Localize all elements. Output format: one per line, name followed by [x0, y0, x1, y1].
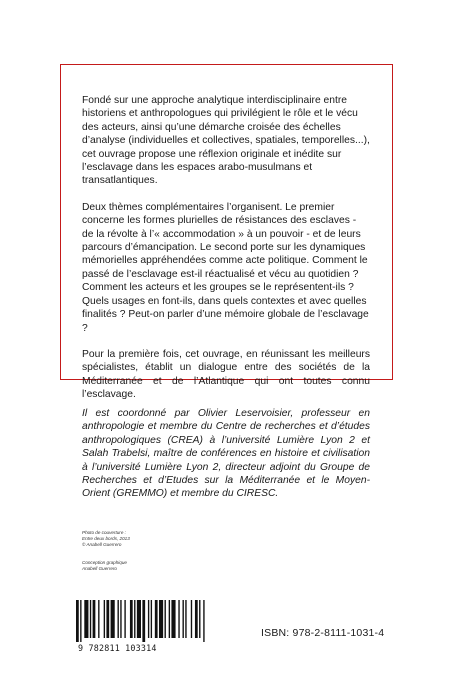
photo-credit-line: © Anabell Guerrero — [82, 542, 122, 547]
barcode-bar — [185, 600, 186, 638]
barcode-bar — [93, 600, 96, 638]
barcode-bar — [182, 600, 183, 638]
barcode-bar — [171, 600, 175, 638]
barcode-icon — [76, 600, 206, 642]
coordination-note: Il est coordonné par Olivier Leservoisier, professeur en anthropologie et membre du Centre de recherches et d’études anthropologiques (CREA) à l’université Lumière Lyon 2 et Salah Trabelsi, maître de conférences en histoire et civilisation à l’université Lumière Lyon 2, directeur adjoint du Groupe de Recherches et d’Etudes sur la Méditerranée et le Moyen-Orient (GREMMO) et membre du CIRESC. — [82, 408, 370, 500]
photo-credit — [82, 530, 232, 548]
barcode-bar — [90, 600, 91, 638]
barcode-bar — [80, 600, 81, 642]
barcode-bar — [124, 600, 125, 638]
barcode-bar — [191, 600, 192, 638]
barcode-bar — [178, 600, 179, 638]
barcode-bar — [199, 600, 200, 638]
barcode-bar — [137, 600, 141, 638]
summary-text — [82, 94, 370, 415]
barcode-bar — [84, 600, 88, 638]
photo-credit-line: Photo de couverture : — [82, 530, 126, 535]
summary-paragraph-1: Fondé sur une approche analytique interdisciplinaire entre historiens et anthropologues qui privilégient le rôle et le vécu des acteurs, ainsi qu’une démarche croisée des échelles d’analyse (individuelles et collectives, spatiales, temporelles...), cet ouvrage propose une réflexion originale et inédite sur l’esclavage dans les espaces arabo-musulmans et transatlantiques. — [82, 95, 370, 187]
summary-paragraph-2: Deux thèmes complémentaires l’organisent. Le premier concerne les formes plurielles de résistances des esclaves - de la révolte à l’« accommodation » à un pouvoir - et de leurs parcours d’émancipation. Le second porte sur les dynamiques mémorielles appréhendées comme acte politique. Comment le passé de l’esclavage est-il réactualisé et vécu au quotidien ? Comment les acteurs et les groupes se le représentent-ils ? Quels usages en font-ils, dans quels contextes et avec quelles finalités ? Peut-on parler d’une mémoire globale de l’esclavage ? — [82, 201, 369, 334]
barcode-digits: 9 782811 103314 — [78, 643, 157, 653]
barcode-bar — [203, 600, 204, 642]
barcode-bar — [169, 600, 170, 638]
design-credit-line: Conception graphique — [82, 560, 127, 565]
summary-paragraph-3: Pour la première fois, cet ouvrage, en réunissant les meilleurs spécialistes, établit un dialogue entre des sociétés de la Méditerranée et de l’Atlantique qui ont toutes connu l’esclavage. — [82, 348, 370, 401]
barcode-bar — [76, 600, 79, 642]
barcode-bar — [165, 600, 166, 638]
barcode-bar — [98, 600, 99, 638]
photo-credit-line: Entre deux bords, 2013 — [82, 536, 130, 541]
barcode-bar — [106, 600, 109, 638]
barcode-bar — [117, 600, 118, 638]
barcode-bar — [195, 600, 198, 638]
barcode-bar — [130, 600, 133, 638]
barcode-bar — [104, 600, 105, 638]
barcode-bar — [120, 600, 121, 638]
barcode-bar — [142, 600, 145, 642]
design-credit-line: Anabell Guerrero — [82, 566, 117, 571]
barcode-bar — [159, 600, 163, 638]
isbn-label: ISBN: 978-2-8111-1031-4 — [261, 627, 385, 639]
barcode-bar — [134, 600, 135, 638]
barcode-bar — [155, 600, 158, 638]
barcode-bar — [111, 600, 115, 638]
barcode-bar — [151, 600, 152, 638]
design-credit — [82, 560, 232, 572]
barcode-bar — [148, 600, 149, 638]
